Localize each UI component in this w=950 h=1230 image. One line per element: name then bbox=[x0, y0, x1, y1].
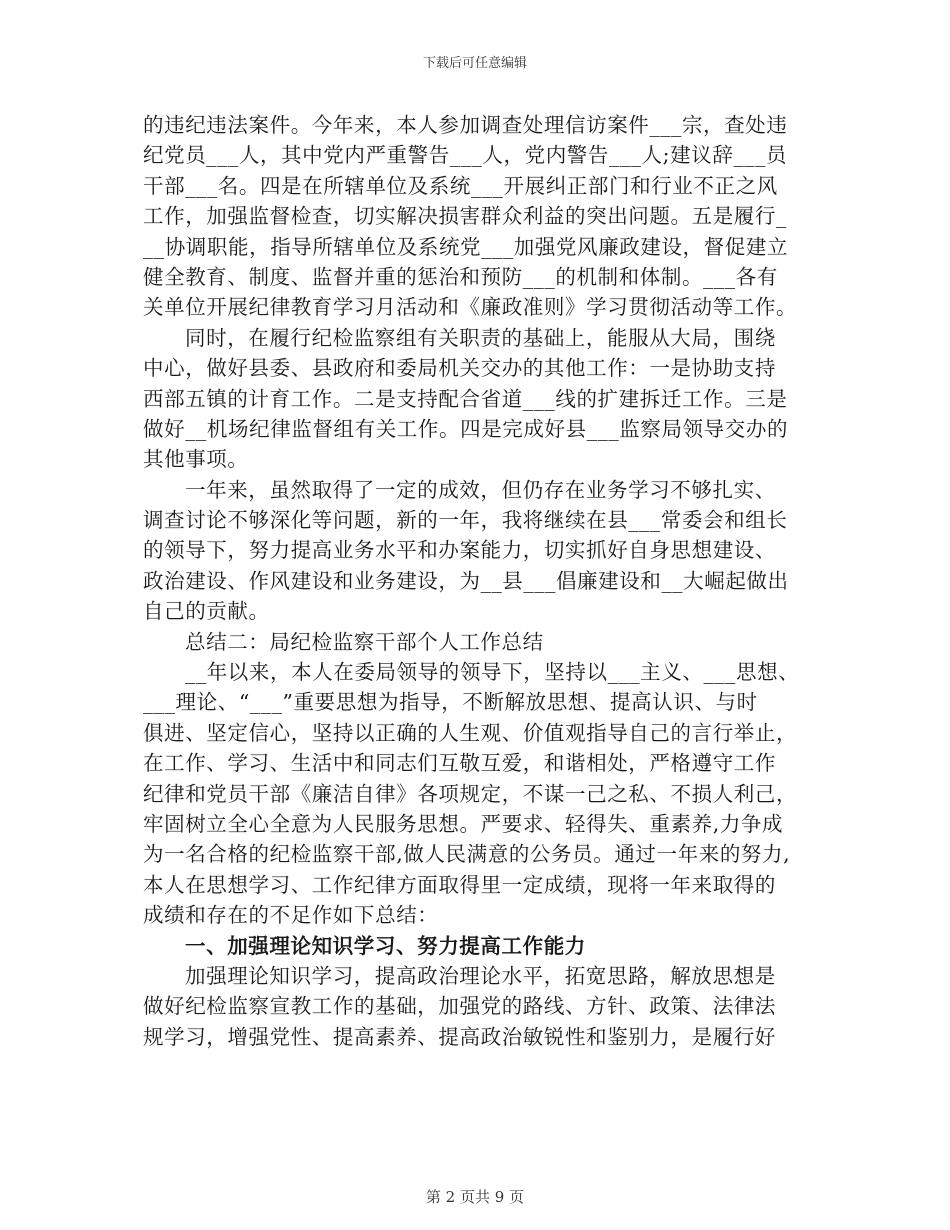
text-line: 做好纪检监察宣教工作的基础，加强党的路线、方针、政策、法律法 bbox=[143, 994, 776, 1019]
text-line: 在工作、学习、生活中和同志们互敬互爱，和谐相处，严格遵守工作 bbox=[143, 751, 776, 776]
text-line: 纪党员___人，其中党内严重警告___人，党内警告___人;建议辞___员 bbox=[143, 143, 788, 168]
text-line: 的违纪违法案件。今年来，本人参加调查处理信访案件___宗，查处违 bbox=[143, 113, 788, 137]
text-line: 政治建设、作风建设和业务建设，为__县___倡廉建设和__大崛起做出 bbox=[143, 568, 789, 593]
text-line: 成绩和存在的不足作如下总结： bbox=[143, 903, 439, 928]
text-line: 西部五镇的计育工作。二是支持配合省道___线的扩建拆迁工作。三是 bbox=[143, 386, 788, 411]
document-body bbox=[143, 110, 815, 1052]
page-header: 下载后可任意编辑 bbox=[422, 56, 527, 71]
text-line: 一年来，虽然取得了一定的成效，但仍存在业务学习不够扎实、 bbox=[185, 477, 776, 502]
text-line: 纪律和党员干部《廉洁自律》各项规定，不谋一己之私、不损人利己， bbox=[143, 781, 798, 806]
text-line: 其他事项。 bbox=[143, 447, 249, 472]
text-line: ___理论、“___”重要思想为指导，不断解放思想、提高认识、与时 bbox=[143, 690, 758, 715]
text-line: 健全教育、制度、监督并重的惩治和预防___的机制和体制。___各有 bbox=[143, 264, 778, 289]
text-line: __协调职能，指导所辖单位及系统党___加强党风廉政建设，督促建立 bbox=[143, 234, 789, 259]
text-line: 本人在思想学习、工作纪律方面取得里一定成绩，现将一年来取得的 bbox=[143, 872, 776, 897]
page-footer: 第 2 页共 9 页 bbox=[425, 1188, 525, 1206]
text-line: 加强理论知识学习，提高政治理论水平，拓宽思路，解放思想是 bbox=[185, 963, 776, 988]
text-line: __年以来，本人在委局领导的领导下，坚持以___主义、___思想、 bbox=[185, 660, 800, 685]
text-line: 调查讨论不够深化等问题，新的一年，我将继续在县___常委会和组长 bbox=[143, 508, 788, 533]
text-line: 同时，在履行纪检监察组有关职责的基础上，能服从大局，围绕 bbox=[185, 325, 776, 350]
text-line: 中心，做好县委、县政府和委局机关交办的其他工作：一是协助支持 bbox=[143, 356, 776, 381]
text-line: 规学习，增强党性、提高素养、提高政治敏锐性和鉴别力，是履行好 bbox=[143, 1024, 776, 1049]
text-line: 为一名合格的纪检监察干部,做人民满意的公务员。通过一年来的努力, bbox=[143, 842, 791, 867]
text-line: 的领导下，努力提高业务水平和办案能力，切实抓好自身思想建设、 bbox=[143, 538, 776, 563]
text-line: 干部___名。四是在所辖单位及系统___开展纠正部门和行业不正之风 bbox=[143, 173, 778, 198]
text-line: 总结二：局纪检监察干部个人工作总结 bbox=[185, 629, 544, 654]
text-line: 俱进、坚定信心，坚持以正确的人生观、价值观指导自己的言行举止， bbox=[143, 720, 798, 745]
section-heading: 一、加强理论知识学习、努力提高工作能力 bbox=[185, 933, 586, 958]
text-line: 关单位开展纪律教育学习月活动和《廉政准则》学习贯彻活动等工作。 bbox=[143, 295, 798, 320]
text-line: 自己的贡献。 bbox=[143, 599, 270, 624]
text-line: 做好__机场纪律监督组有关工作。四是完成好县___监察局领导交办的 bbox=[143, 416, 789, 441]
text-line: 工作，加强监督检查，切实解决损害群众利益的突出问题。五是履行_ bbox=[143, 204, 787, 229]
text-line: 牢固树立全心全意为人民服务思想。严要求、轻得失、重素养,力争成 bbox=[143, 811, 784, 836]
